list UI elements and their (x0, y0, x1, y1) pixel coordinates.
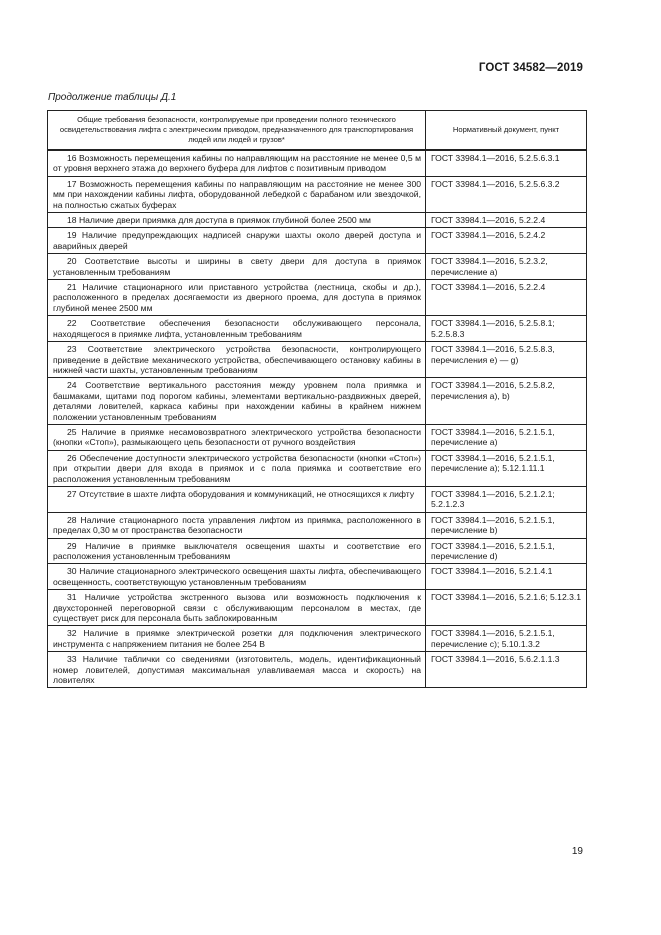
normative-reference-cell: ГОСТ 33984.1—2016, 5.2.1.5.1, перечисление d) (426, 538, 587, 564)
table-row (48, 626, 587, 652)
table-header-row (48, 111, 587, 151)
table-row (48, 450, 587, 486)
table-row (48, 280, 587, 316)
requirement-cell: 21 Наличие стационарного или приставного устройства (лестница, скобы и др.), расположенного в пределах досягаемости из дверного проема, для доступа в приямок глубиной менее 2500 мм (48, 280, 426, 316)
requirement-cell: 23 Соответствие электрического устройства безопасности, контролирующего приведение в действие механического устройства, обеспечивающего остановку кабины в нижней части шахты, установленным требованиям (48, 342, 426, 378)
table-row (48, 228, 587, 254)
requirement-cell: 28 Наличие стационарного поста управления лифтом из приямка, расположенного в пределах 0,30 м от пространства безопасности (48, 512, 426, 538)
normative-reference-cell: ГОСТ 33984.1—2016, 5.2.1.5.1, перечисление b) (426, 512, 587, 538)
column-header-normative-doc: Нормативный документ, пункт (426, 111, 587, 151)
table-row (48, 150, 587, 176)
requirement-cell: 27 Отсутствие в шахте лифта оборудования и коммуникаций, не относящихся к лифту (48, 486, 426, 512)
table-row (48, 176, 587, 212)
table-row (48, 564, 587, 590)
table-row (48, 213, 587, 228)
normative-reference-cell: ГОСТ 33984.1—2016, 5.2.2.4 (426, 280, 587, 316)
table-row (48, 424, 587, 450)
normative-reference-cell: ГОСТ 33984.1—2016, 5.2.1.2.1; 5.2.1.2.3 (426, 486, 587, 512)
table-row (48, 590, 587, 626)
table-row (48, 652, 587, 688)
requirement-cell: 26 Обеспечение доступности электрического устройства безопасности (кнопки «Стоп») при открытии двери для входа в приямок и с пола приямка и соответствие его расположения установленным требованиям (48, 450, 426, 486)
requirements-table (47, 110, 587, 688)
normative-reference-cell: ГОСТ 33984.1—2016, 5.2.3.2, перечисление а) (426, 254, 587, 280)
normative-reference-cell: ГОСТ 33984.1—2016, 5.2.1.6; 5.12.3.1 (426, 590, 587, 626)
table-row (48, 378, 587, 425)
requirement-cell: 22 Соответствие обеспечения безопасности обслуживающего персонала, находящегося в приямке лифта, установленным требованиям (48, 316, 426, 342)
requirement-cell: 29 Наличие в приямке выключателя освещения шахты и соответствие его расположения установленным требованиям (48, 538, 426, 564)
requirement-cell: 24 Соответствие вертикального расстояния между уровнем пола приямка и башмаками, щитами под порогом кабины, элементами вертикально-раздвижных дверей, деталями ловителей, каркаса кабины при нахождении кабины в крайнем нижнем положении установленным требованиям (48, 378, 426, 425)
normative-reference-cell: ГОСТ 33984.1—2016, 5.2.1.4.1 (426, 564, 587, 590)
normative-reference-cell: ГОСТ 33984.1—2016, 5.2.5.8.2, перечисления а), b) (426, 378, 587, 425)
table-row (48, 486, 587, 512)
requirement-cell: 16 Возможность перемещения кабины по направляющим на расстояние не менее 0,5 м от уровня верхнего этажа до верхнего буфера для лифтов с позитивным приводом (48, 150, 426, 176)
normative-reference-cell: ГОСТ 33984.1—2016, 5.2.2.4 (426, 213, 587, 228)
table-row (48, 342, 587, 378)
table-row (48, 254, 587, 280)
table-row (48, 538, 587, 564)
normative-reference-cell: ГОСТ 33984.1—2016, 5.2.5.6.3.2 (426, 176, 587, 212)
normative-reference-cell: ГОСТ 33984.1—2016, 5.2.5.8.3, перечисления е) — g) (426, 342, 587, 378)
table-row (48, 512, 587, 538)
normative-reference-cell: ГОСТ 33984.1—2016, 5.2.1.5.1, перечисление а); 5.12.1.11.1 (426, 450, 587, 486)
normative-reference-cell: ГОСТ 33984.1—2016, 5.2.5.8.1; 5.2.5.8.3 (426, 316, 587, 342)
document-code: ГОСТ 34582—2019 (478, 62, 583, 74)
requirement-cell: 20 Соответствие высоты и ширины в свету двери для доступа в приямок установленным требованиям (48, 254, 426, 280)
normative-reference-cell: ГОСТ 33984.1—2016, 5.2.1.5.1, перечисление с); 5.10.1.3.2 (426, 626, 587, 652)
normative-reference-cell: ГОСТ 33984.1—2016, 5.2.5.6.3.1 (426, 150, 587, 176)
requirement-cell: 30 Наличие стационарного электрического освещения шахты лифта, обеспечивающего освещенность, соответствующую установленным требованиям (48, 564, 426, 590)
requirement-cell: 18 Наличие двери приямка для доступа в приямок глубиной более 2500 мм (48, 213, 426, 228)
page-number: 19 (571, 846, 583, 857)
requirement-cell: 33 Наличие таблички со сведениями (изготовитель, модель, идентификационный номер ловителей, допустимая максимальная улавливаемая масса и скорость) на ловителях (48, 652, 426, 688)
requirement-cell: 19 Наличие предупреждающих надписей снаружи шахты около дверей доступа и аварийных дверей (48, 228, 426, 254)
column-header-requirements: Общие требования безопасности, контролируемые при проведении полного технического освидетельствования лифта с электрическим приводом, предназначенного для транспортирования людей или людей и грузов* (48, 111, 426, 151)
normative-reference-cell: ГОСТ 33984.1—2016, 5.2.1.5.1, перечисление а) (426, 424, 587, 450)
requirement-cell: 31 Наличие устройства экстренного вызова или возможность подключения к двухсторонней переговорной связи с обслуживающим персоналом в местах, где существует риск для персонала быть заблокированным (48, 590, 426, 626)
requirement-cell: 25 Наличие в приямке несамовозвратного электрического устройства безопасности (кнопки «Стоп»), размыкающего цепь безопасности от ручного воздействия (48, 424, 426, 450)
table-body (48, 150, 587, 688)
requirement-cell: 17 Возможность перемещения кабины по направляющим на расстояние не менее 300 мм при нахождении кабины лифта, оборудованной лебедкой с барабаном или звездочкой, на полностью сжатых буферах (48, 176, 426, 212)
table-caption: Продолжение таблицы Д.1 (48, 92, 177, 103)
normative-reference-cell: ГОСТ 33984.1—2016, 5.2.4.2 (426, 228, 587, 254)
table-row (48, 316, 587, 342)
normative-reference-cell: ГОСТ 33984.1—2016, 5.6.2.1.1.3 (426, 652, 587, 688)
requirement-cell: 32 Наличие в приямке электрической розетки для подключения электрического инструмента с напряжением питания не более 254 В (48, 626, 426, 652)
